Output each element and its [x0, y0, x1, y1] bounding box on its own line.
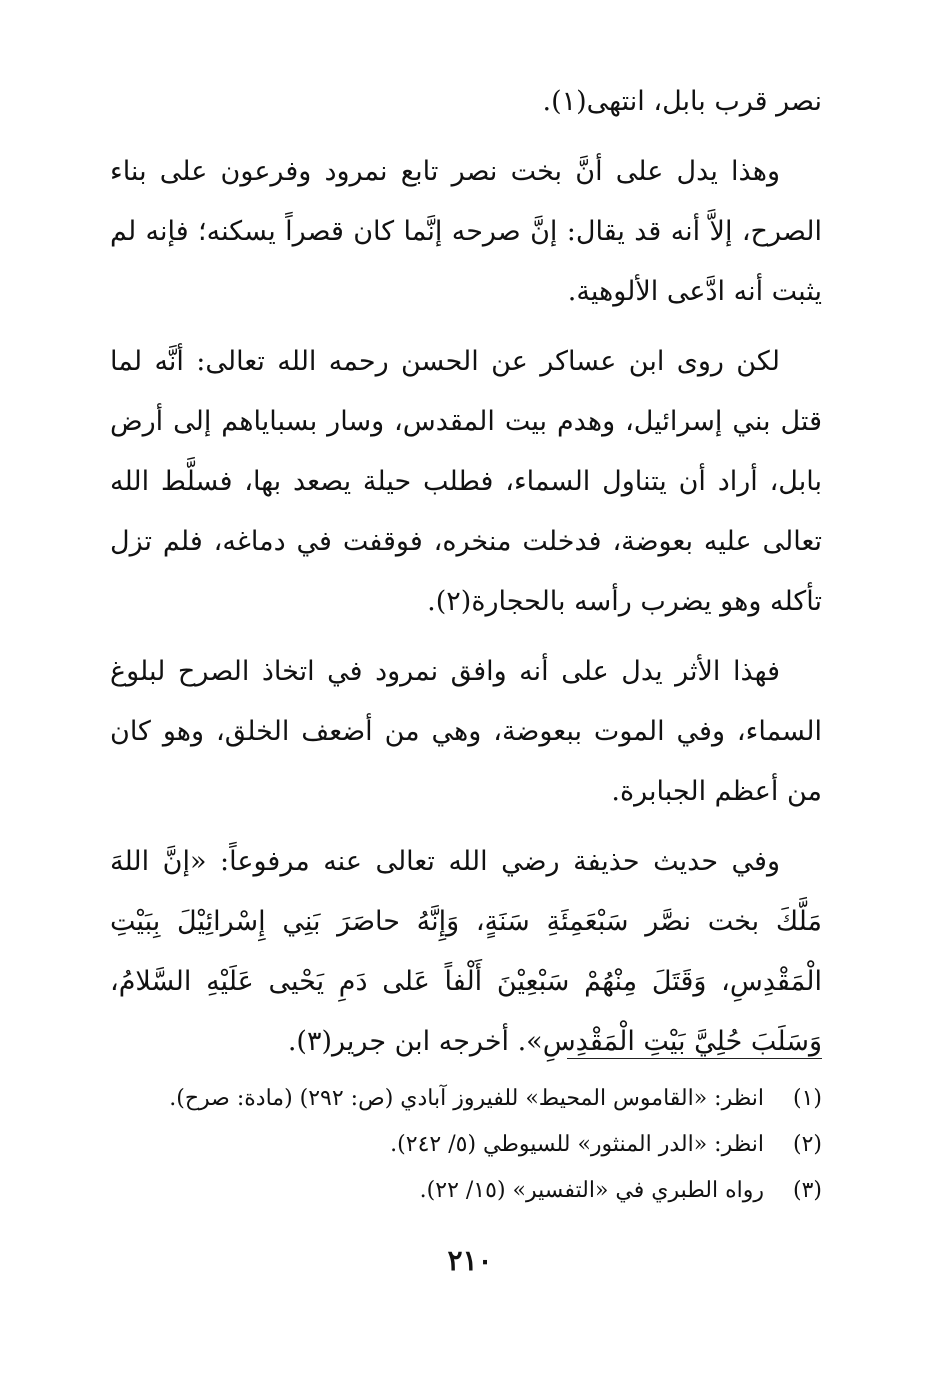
paragraph-3: لكن روى ابن عساكر عن الحسن رحمه الله تعالى: أنَّه لما قتل بني إسرائيل، وهدم بيت المقدس، وسار بسباياهم إلى أرض بابل، أراد أن يتناول السماء، فطلب حيلة يصعد بها، فسلَّط الله تعالى عليه بعوضة، فدخلت منخره، فوقفت في دماغه، فلم تزل تأكله وهو يضرب رأسه بالحجارة(٢).: [110, 346, 822, 617]
paragraph-1: نصر قرب بابل، انتهى(١).: [542, 86, 822, 117]
page-body: [110, 72, 822, 1082]
footnote-number: (٣): [792, 1178, 822, 1203]
footnote-divider: [567, 1058, 822, 1059]
page-number: ٢١٠: [447, 1244, 493, 1277]
footnote-1: [122, 1076, 822, 1122]
paragraph-4: فهذا الأثر يدل على أنه وافق نمرود في اتخاذ الصرح لبلوغ السماء، وفي الموت ببعوضة، وهي من أضعف الخلق، وهو كان من أعظم الجبابرة.: [110, 656, 822, 807]
footnote-2: [122, 1122, 822, 1168]
footnote-text: انظر: «الدر المنثور» للسيوطي (٥/ ٢٤٢).: [390, 1132, 764, 1157]
footnote-number: (٢): [792, 1132, 822, 1157]
footnote-text: رواه الطبري في «التفسير» (١٥/ ٢٢).: [419, 1178, 764, 1203]
footnote-number: (١): [792, 1086, 822, 1111]
paragraph-2: وهذا يدل على أنَّ بخت نصر تابع نمرود وفرعون على بناء الصرح، إلاَّ أنه قد يقال: إنَّ صرحه إنَّما كان قصراً يسكنه؛ فإنه لم يثبت أنه ادَّعى الألوهية.: [110, 156, 822, 307]
paragraph-5: وفي حديث حذيفة رضي الله تعالى عنه مرفوعاً: «إنَّ اللهَ مَلَّكَ بخت نصَّر سَبْعَمِئَةِ سَنَةٍ، وَإِنَّهُ حاصَرَ بَنِي إِسْرائِيْلَ بِبَيْتِ الْمَقْدِسِ، وَقَتَلَ مِنْهُمْ سَبْعِيْنَ أَلْفاً عَلى دَمِ يَحْيى عَلَيْهِ السَّلامُ، وَسَلَبَ حُلِيَّ بَيْتِ الْمَقْدِسِ». أخرجه ابن جرير(٣).: [110, 846, 822, 1057]
footnotes: [122, 1076, 822, 1214]
footnote-3: [122, 1168, 822, 1214]
footnote-text: انظر: «القاموس المحيط» للفيروز آبادي (ص: ٢٩٢) (مادة: صرح).: [169, 1086, 764, 1111]
